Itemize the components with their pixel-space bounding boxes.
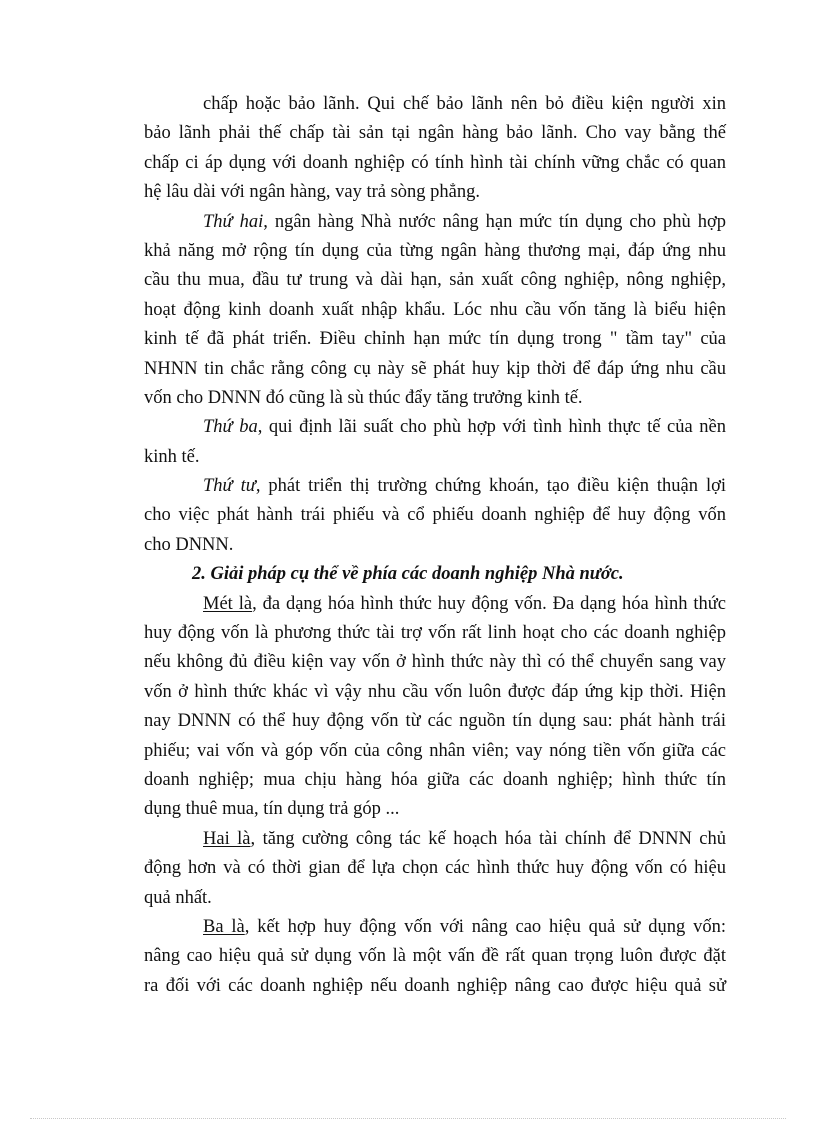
text-line: hệ lâu dài với ngân hàng, vay trả sòng phẳng.: [144, 182, 481, 203]
text-line: [144, 208, 726, 237]
text-line: kinh tế đã phát triển. Điều chỉnh hạn mức tín dụng trong " tầm tay" của: [144, 329, 726, 350]
text-run: , kết hợp huy động vốn với nâng cao hiệu quả sử dụng vốn:: [244, 916, 726, 937]
text-line: chấp ci áp dụng với doanh nghiệp có tính hình tài chính vững chắc có quan: [144, 152, 726, 173]
text-line: vốn ở hình thức khác vì vậy nhu cầu vốn luôn được đáp ứng kịp thời. Hiện: [144, 681, 726, 702]
section-heading: 2. Giải pháp cụ thể về phía các doanh nghiệp Nhà nước.: [192, 564, 624, 585]
lead-term: Thứ tư: [203, 476, 256, 497]
text-line: vốn cho DNNN đó cũng là sù thúc đẩy tăng trưởng kinh tế.: [144, 387, 583, 408]
lead-term: Thứ ba: [203, 417, 258, 438]
text-line: cho DNNN.: [144, 534, 234, 555]
text-line: quả nhất.: [144, 887, 212, 908]
text-line: [144, 472, 726, 501]
text-line: dụng thuê mua, tín dụng trả góp ...: [144, 799, 400, 820]
paragraph-thu-ba: [144, 413, 726, 472]
text-line: cầu thu mua, đầu tư trung và dài hạn, sản xuất công nghiệp, nông nghiệp,: [144, 270, 726, 291]
text-run: , ngân hàng Nhà nước nâng hạn mức tín dụng cho phù hợp: [263, 211, 726, 232]
text-line: NHNN tin chắc rằng công cụ này sẽ phát huy kịp thời để đáp ứng nhu cầu: [144, 358, 726, 379]
text-line: hoạt động kinh doanh xuất nhập khẩu. Lóc nhu cầu vốn tăng là biểu hiện: [144, 299, 726, 320]
text-line: cho việc phát hành trái phiếu và cổ phiếu doanh nghiệp để huy động vốn: [144, 505, 726, 526]
text-line: [144, 825, 726, 854]
paragraph-1: [144, 90, 726, 208]
lead-term: Thứ hai: [203, 211, 264, 232]
page-bottom-divider: [30, 1118, 786, 1119]
text-line: huy động vốn là phương thức tài trợ vốn rất linh hoạt cho các doanh nghiệp: [144, 623, 726, 644]
text-line: khả năng mở rộng tín dụng của từng ngân hàng thương mại, đáp ứng nhu: [144, 240, 726, 261]
paragraph-thu-hai: [144, 208, 726, 414]
text-line: chấp hoặc bảo lãnh. Qui chế bảo lãnh nên bỏ điều kiện người xin: [203, 94, 726, 114]
paragraph-ba-la: [144, 913, 726, 1001]
text-line: phiếu; vai vốn và góp vốn của công nhân viên; vay nóng tiền vốn giữa các: [144, 740, 726, 761]
paragraph-thu-tu: [144, 472, 726, 560]
text-line: nếu không đủ điều kiện vay vốn ở hình thức này thì có thể chuyển sang vay: [144, 652, 726, 673]
text-run: , qui định lãi suất cho phù hợp với tình hình thực tế của nền: [257, 417, 726, 438]
text-line: bảo lãnh phải thế chấp tài sản tại ngân hàng bảo lãnh. Cho vay bằng thế: [144, 123, 726, 144]
lead-term: Ba là: [203, 916, 245, 937]
document-page: [144, 90, 726, 1001]
text-line: doanh nghiệp; mua chịu hàng hóa giữa các doanh nghiệp; hình thức tín: [144, 769, 726, 790]
text-line: nâng cao hiệu quả sử dụng vốn là một vấn đề rất quan trọng luôn được đặt: [144, 946, 726, 967]
text-line: động hơn và có thời gian để lựa chọn các hình thức huy động vốn có hiệu: [144, 858, 726, 879]
text-run: , đa dạng hóa hình thức huy động vốn. Đa dạng hóa hình thức: [252, 593, 726, 614]
text-run: , phát triển thị trường chứng khoán, tạo điều kiện thuận lợi: [255, 476, 727, 497]
text-line: [144, 913, 726, 942]
text-line: [144, 413, 726, 442]
paragraph-hai-la: [144, 825, 726, 913]
lead-term: Mét là: [203, 593, 253, 614]
text-line: nay DNNN có thể huy động vốn từ các nguồn tín dụng sau: phát hành trái: [144, 711, 726, 732]
text-line: [144, 590, 726, 619]
text-run: , tăng cường công tác kế hoạch hóa tài chính để DNNN chủ: [250, 828, 726, 849]
lead-term: Hai là: [203, 828, 251, 849]
text-line: ra đối với các doanh nghiệp nếu doanh nghiệp nâng cao được hiệu quả sử: [144, 975, 726, 996]
paragraph-met-la: [144, 590, 726, 825]
text-line: kinh tế.: [144, 446, 200, 467]
